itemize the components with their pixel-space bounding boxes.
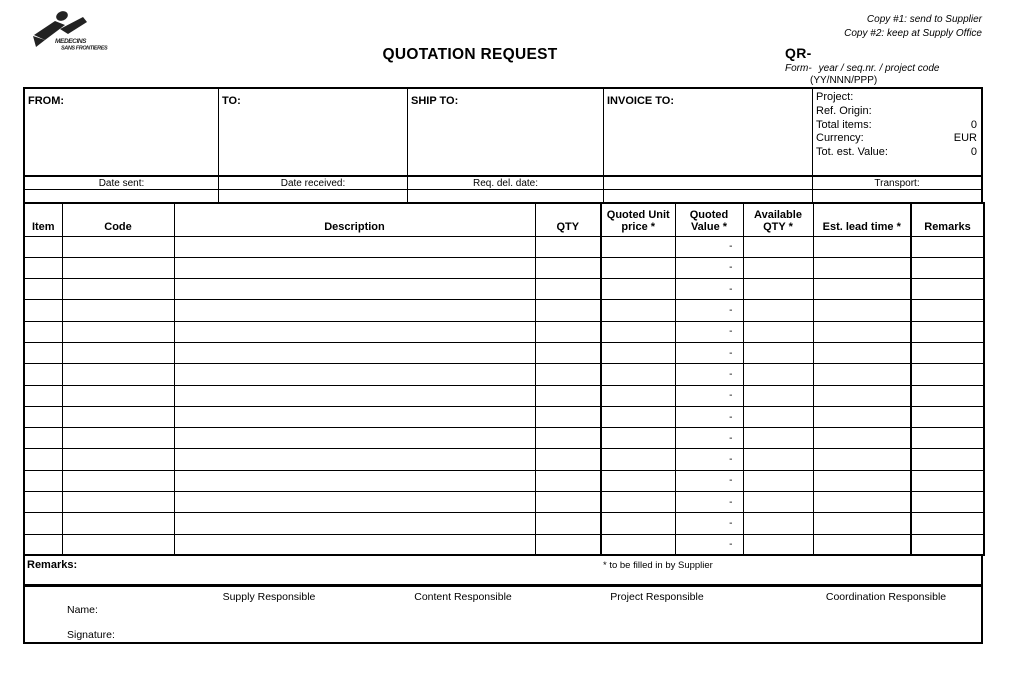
cell-value: - — [675, 321, 743, 342]
cell-value: - — [675, 492, 743, 513]
address-section — [23, 87, 983, 202]
cell-code[interactable] — [62, 321, 174, 342]
cell-qty[interactable] — [535, 492, 601, 513]
col-header-remarks: Remarks — [911, 203, 984, 236]
cell-item[interactable] — [24, 236, 62, 257]
table-row — [24, 279, 984, 300]
cell-avail-qty[interactable] — [743, 321, 813, 342]
cell-lead-time[interactable] — [813, 449, 911, 470]
cell-value: - — [675, 470, 743, 491]
to-box[interactable] — [218, 89, 407, 175]
date-received-cell[interactable] — [218, 177, 407, 189]
to-label: TO: — [222, 95, 241, 107]
cell-item[interactable] — [24, 406, 62, 427]
cell-item[interactable] — [24, 257, 62, 278]
cell-qty[interactable] — [535, 534, 601, 555]
table-row — [24, 449, 984, 470]
cell-unit-price[interactable] — [601, 470, 675, 491]
cell-avail-qty[interactable] — [743, 342, 813, 363]
cell-qty[interactable] — [535, 321, 601, 342]
supply-responsible-label: Supply Responsible — [222, 591, 316, 604]
cell-description[interactable] — [174, 492, 535, 513]
copy2-note: Copy #2: keep at Supply Office — [844, 27, 982, 39]
transport-label: Transport: — [874, 178, 920, 189]
cell-qty[interactable] — [535, 513, 601, 534]
req-del-date-label: Req. del. date: — [472, 178, 539, 189]
items-table-body — [24, 236, 984, 555]
cell-avail-qty[interactable] — [743, 428, 813, 449]
table-row — [24, 257, 984, 278]
qr-number-label[interactable]: QR- — [785, 45, 812, 61]
currency-label: Currency: — [816, 132, 864, 145]
cell-lead-time[interactable] — [813, 364, 911, 385]
cell-avail-qty[interactable] — [743, 470, 813, 491]
cell-item[interactable] — [24, 492, 62, 513]
cell-unit-price[interactable] — [601, 300, 675, 321]
est-value-value: 0 — [970, 146, 977, 159]
cell-code[interactable] — [62, 236, 174, 257]
cell-unit-price[interactable] — [601, 406, 675, 427]
copy1-note: Copy #1: send to Supplier — [866, 14, 982, 25]
cell-remarks[interactable] — [911, 428, 984, 449]
supplier-footnote: * to be filled in by Supplier — [603, 560, 713, 572]
cell-unit-price[interactable] — [601, 342, 675, 363]
total-items-value: 0 — [970, 118, 977, 131]
cell-code[interactable] — [62, 470, 174, 491]
ref-origin-row — [813, 105, 981, 119]
spacer-cell — [25, 190, 218, 202]
cell-remarks[interactable] — [911, 279, 984, 300]
cell-value: - — [675, 279, 743, 300]
cell-unit-price[interactable] — [601, 385, 675, 406]
invoice-to-label: INVOICE TO: — [607, 95, 675, 107]
cell-value: - — [675, 300, 743, 321]
col-header-item: Item — [24, 203, 62, 236]
cell-avail-qty[interactable] — [743, 385, 813, 406]
cell-item[interactable] — [24, 321, 62, 342]
cell-item[interactable] — [24, 364, 62, 385]
cell-code[interactable] — [62, 406, 174, 427]
spacer-cell — [407, 190, 603, 202]
cell-code[interactable] — [62, 385, 174, 406]
from-label: FROM: — [28, 95, 65, 107]
table-row — [24, 513, 984, 534]
cell-code[interactable] — [62, 257, 174, 278]
spacer-cell — [812, 190, 981, 202]
cell-item[interactable] — [24, 534, 62, 555]
cell-remarks[interactable] — [911, 236, 984, 257]
cell-code[interactable] — [62, 513, 174, 534]
table-row — [24, 470, 984, 491]
cell-code[interactable] — [62, 534, 174, 555]
cell-description[interactable] — [174, 321, 535, 342]
project-panel — [812, 89, 981, 175]
cell-qty[interactable] — [535, 364, 601, 385]
col-header-est-lead-time: Est. lead time * — [813, 203, 911, 236]
page-title: QUOTATION REQUEST — [382, 46, 558, 63]
cell-description[interactable] — [174, 428, 535, 449]
cell-lead-time[interactable] — [813, 513, 911, 534]
project-label: Project: — [816, 91, 854, 103]
items-table — [23, 202, 985, 556]
cell-value: - — [675, 364, 743, 385]
cell-description[interactable] — [174, 534, 535, 555]
col-header-quoted-unit-price: Quoted Unit price * — [601, 203, 675, 236]
spacer-cell — [603, 190, 812, 202]
table-row — [24, 534, 984, 555]
cell-remarks[interactable] — [911, 300, 984, 321]
table-row — [24, 492, 984, 513]
cell-qty[interactable] — [535, 449, 601, 470]
cell-remarks[interactable] — [911, 364, 984, 385]
cell-qty[interactable] — [535, 428, 601, 449]
cell-lead-time[interactable] — [813, 470, 911, 491]
cell-item[interactable] — [24, 449, 62, 470]
cell-unit-price[interactable] — [601, 534, 675, 555]
cell-description[interactable] — [174, 385, 535, 406]
remarks-section[interactable] — [23, 556, 983, 587]
cell-avail-qty[interactable] — [743, 257, 813, 278]
cell-lead-time[interactable] — [813, 342, 911, 363]
cell-avail-qty[interactable] — [743, 300, 813, 321]
date-sent-cell[interactable] — [25, 177, 218, 189]
cell-remarks[interactable] — [911, 534, 984, 555]
form-number-format: (YY/NNN/PPP) — [810, 75, 878, 86]
req-del-date-cell[interactable] — [407, 177, 603, 189]
est-value-label: Tot. est. Value: — [816, 146, 888, 159]
table-row — [24, 385, 984, 406]
cell-code[interactable] — [62, 279, 174, 300]
cell-value: - — [675, 257, 743, 278]
cell-description[interactable] — [174, 279, 535, 300]
cell-unit-price[interactable] — [601, 236, 675, 257]
currency-row — [813, 132, 981, 146]
cell-qty[interactable] — [535, 406, 601, 427]
content-responsible-label: Content Responsible — [414, 591, 512, 604]
table-row — [24, 342, 984, 363]
cell-item[interactable] — [24, 470, 62, 491]
cell-description[interactable] — [174, 300, 535, 321]
table-row — [24, 236, 984, 257]
cell-item[interactable] — [24, 279, 62, 300]
cell-description[interactable] — [174, 406, 535, 427]
cell-item[interactable] — [24, 300, 62, 321]
cell-avail-qty[interactable] — [743, 406, 813, 427]
transport-cell[interactable] — [812, 177, 981, 189]
cell-item[interactable] — [24, 342, 62, 363]
coordination-responsible-label: Coordination Responsible — [825, 591, 947, 604]
est-value-row — [813, 146, 981, 160]
currency-value[interactable]: EUR — [953, 132, 977, 145]
cell-remarks[interactable] — [911, 492, 984, 513]
cell-avail-qty[interactable] — [743, 492, 813, 513]
cell-remarks[interactable] — [911, 385, 984, 406]
cell-lead-time[interactable] — [813, 406, 911, 427]
cell-lead-time[interactable] — [813, 300, 911, 321]
cell-avail-qty[interactable] — [743, 449, 813, 470]
cell-item[interactable] — [24, 428, 62, 449]
cell-description[interactable] — [174, 449, 535, 470]
cell-remarks[interactable] — [911, 449, 984, 470]
cell-code[interactable] — [62, 300, 174, 321]
project-row — [813, 91, 981, 105]
date-row-empty-cell — [603, 177, 812, 189]
cell-unit-price[interactable] — [601, 513, 675, 534]
table-row — [24, 321, 984, 342]
cell-avail-qty[interactable] — [743, 513, 813, 534]
cell-unit-price[interactable] — [601, 257, 675, 278]
cell-qty[interactable] — [535, 342, 601, 363]
signature-label: Signature: — [67, 629, 115, 642]
signature-section — [23, 587, 983, 644]
cell-description[interactable] — [174, 470, 535, 491]
cell-qty[interactable] — [535, 236, 601, 257]
copy-distribution-notes — [844, 13, 982, 40]
cell-lead-time[interactable] — [813, 279, 911, 300]
cell-lead-time[interactable] — [813, 321, 911, 342]
table-header-row — [24, 203, 984, 236]
cell-value: - — [675, 449, 743, 470]
ref-origin-label: Ref. Origin: — [816, 104, 872, 117]
col-header-code: Code — [62, 203, 174, 236]
invoice-to-box[interactable] — [603, 89, 812, 175]
table-row — [24, 364, 984, 385]
cell-avail-qty[interactable] — [743, 236, 813, 257]
cell-value: - — [675, 385, 743, 406]
form-prefix: Form- — [785, 63, 812, 74]
cell-avail-qty[interactable] — [743, 364, 813, 385]
cell-code[interactable] — [62, 428, 174, 449]
col-header-quoted-value: Quoted Value * — [675, 203, 743, 236]
cell-remarks[interactable] — [911, 470, 984, 491]
form-number-block — [785, 45, 939, 86]
cell-item[interactable] — [24, 385, 62, 406]
table-row — [24, 300, 984, 321]
col-header-available-qty: Available QTY * — [743, 203, 813, 236]
cell-value: - — [675, 428, 743, 449]
cell-code[interactable] — [62, 492, 174, 513]
cell-unit-price[interactable] — [601, 428, 675, 449]
col-header-qty: QTY — [535, 203, 601, 236]
cell-qty[interactable] — [535, 470, 601, 491]
cell-description[interactable] — [174, 342, 535, 363]
cell-qty[interactable] — [535, 257, 601, 278]
cell-lead-time[interactable] — [813, 428, 911, 449]
form-hint: year / seq.nr. / project code — [818, 63, 940, 74]
cell-value: - — [675, 534, 743, 555]
cell-qty[interactable] — [535, 279, 601, 300]
cell-description[interactable] — [174, 257, 535, 278]
form-body — [23, 87, 983, 644]
logo-text-line1: MEDECINS — [55, 38, 87, 45]
cell-lead-time[interactable] — [813, 534, 911, 555]
spacer-cell — [218, 190, 407, 202]
cell-lead-time[interactable] — [813, 385, 911, 406]
table-row — [24, 406, 984, 427]
cell-lead-time[interactable] — [813, 492, 911, 513]
cell-value: - — [675, 236, 743, 257]
cell-value: - — [675, 342, 743, 363]
cell-description[interactable] — [174, 513, 535, 534]
ship-to-box[interactable] — [407, 89, 603, 175]
cell-remarks[interactable] — [911, 257, 984, 278]
cell-qty[interactable] — [535, 385, 601, 406]
cell-description[interactable] — [174, 364, 535, 385]
date-received-label: Date received: — [280, 178, 346, 189]
cell-unit-price[interactable] — [601, 364, 675, 385]
name-label: Name: — [67, 604, 98, 617]
cell-item[interactable] — [24, 513, 62, 534]
cell-value: - — [675, 513, 743, 534]
total-items-row — [813, 119, 981, 133]
remarks-label: Remarks: — [27, 559, 78, 572]
cell-remarks[interactable] — [911, 406, 984, 427]
cell-description[interactable] — [174, 236, 535, 257]
cell-avail-qty[interactable] — [743, 534, 813, 555]
cell-lead-time[interactable] — [813, 257, 911, 278]
total-items-label: Total items: — [816, 118, 872, 131]
cell-avail-qty[interactable] — [743, 279, 813, 300]
cell-unit-price[interactable] — [601, 321, 675, 342]
cell-unit-price[interactable] — [601, 492, 675, 513]
col-header-description: Description — [174, 203, 535, 236]
date-sent-label: Date sent: — [98, 178, 145, 189]
cell-remarks[interactable] — [911, 513, 984, 534]
cell-unit-price[interactable] — [601, 449, 675, 470]
cell-lead-time[interactable] — [813, 236, 911, 257]
cell-value: - — [675, 406, 743, 427]
cell-code[interactable] — [62, 342, 174, 363]
cell-remarks[interactable] — [911, 321, 984, 342]
table-row — [24, 428, 984, 449]
logo-text-line2: SANS FRONTIERES — [61, 45, 108, 52]
cell-code[interactable] — [62, 364, 174, 385]
cell-qty[interactable] — [535, 300, 601, 321]
from-box[interactable] — [25, 89, 218, 175]
cell-code[interactable] — [62, 449, 174, 470]
form-number-hint — [785, 63, 939, 74]
project-responsible-label: Project Responsible — [610, 591, 704, 604]
cell-unit-price[interactable] — [601, 279, 675, 300]
cell-remarks[interactable] — [911, 342, 984, 363]
ship-to-label: SHIP TO: — [411, 95, 459, 107]
